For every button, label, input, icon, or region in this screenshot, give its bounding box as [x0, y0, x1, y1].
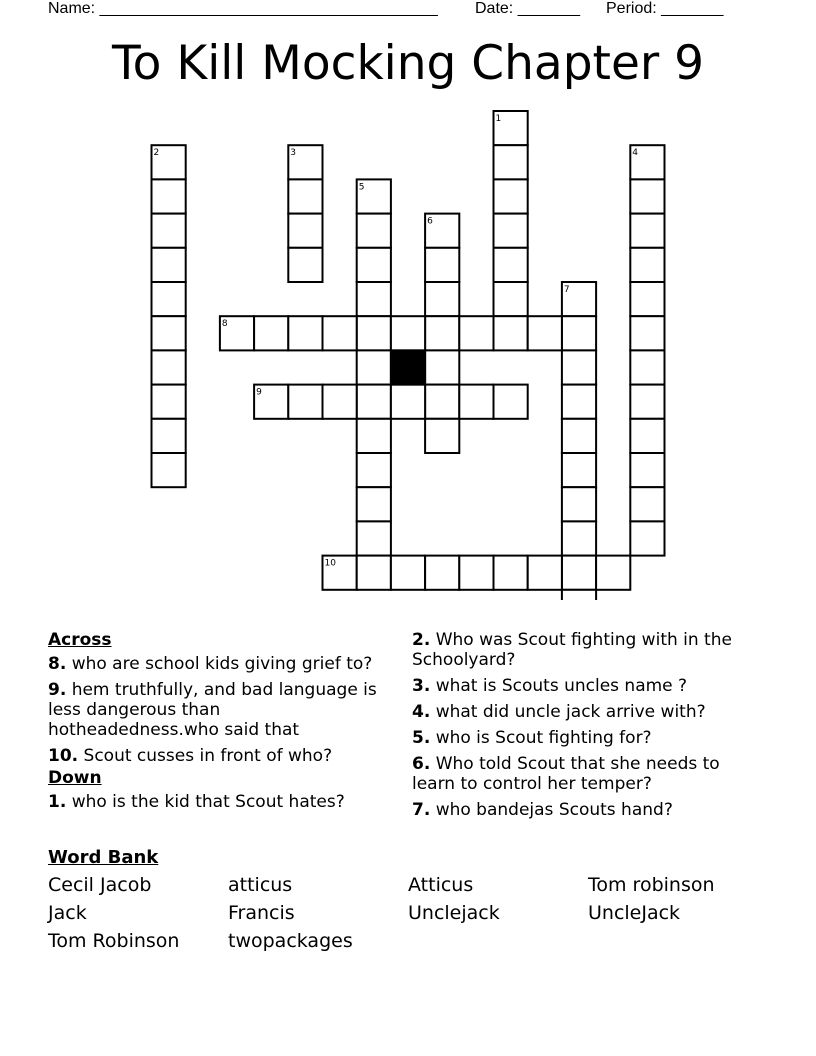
- grid-cell[interactable]: [425, 282, 459, 316]
- word-bank-item: Jack: [48, 902, 87, 924]
- across-heading: Across: [48, 630, 112, 650]
- grid-clue-number: 7: [563, 285, 570, 295]
- grid-clue-number: 6: [427, 216, 433, 227]
- grid-cell[interactable]: [152, 453, 186, 487]
- grid-cell[interactable]: [323, 385, 357, 419]
- down-heading: Down: [48, 768, 102, 788]
- word-bank-item: Cecil Jacob: [48, 874, 152, 896]
- grid-cell[interactable]: [630, 419, 664, 453]
- clue-down-7: [412, 800, 762, 820]
- grid-cell[interactable]: [152, 419, 186, 453]
- grid-cell[interactable]: [630, 350, 664, 384]
- grid-cell[interactable]: [562, 385, 596, 419]
- grid-cell[interactable]: [288, 179, 322, 213]
- grid-cell[interactable]: [152, 385, 186, 419]
- grid-cell[interactable]: [459, 556, 493, 590]
- grid-cell[interactable]: [357, 282, 391, 316]
- grid-clue-number: 10: [324, 558, 336, 569]
- grid-cell[interactable]: [323, 316, 357, 350]
- grid-clue-number: 3: [290, 148, 297, 159]
- grid-cell[interactable]: [562, 590, 596, 600]
- clue-down-2: [412, 630, 762, 670]
- word-bank-item: Atticus: [408, 874, 474, 896]
- grid-cell[interactable]: [562, 453, 596, 487]
- clue-number: 8.: [48, 654, 67, 674]
- grid-cell[interactable]: [288, 248, 322, 282]
- word-bank-heading: Word Bank: [48, 847, 159, 868]
- page-title: To Kill Mocking Chapter 9: [111, 36, 705, 91]
- grid-cell[interactable]: [425, 248, 459, 282]
- clue-text: who bandejas Scouts hand?: [435, 800, 673, 820]
- clue-text: Who told Scout that she needs to learn to control her temper?: [412, 754, 720, 794]
- grid-cell[interactable]: [528, 316, 562, 350]
- grid-cell[interactable]: [391, 316, 425, 350]
- grid-cell[interactable]: [630, 282, 664, 316]
- grid-cell[interactable]: [630, 453, 664, 487]
- grid-cell[interactable]: [288, 316, 322, 350]
- grid-cell[interactable]: [562, 316, 596, 350]
- word-bank-item: Francis: [228, 902, 295, 924]
- grid-cell[interactable]: [254, 316, 288, 350]
- grid-cell[interactable]: [494, 282, 528, 316]
- grid-cell[interactable]: [630, 214, 664, 248]
- clue-text: who is Scout fighting for?: [435, 728, 652, 748]
- clue-across-10: [48, 746, 378, 766]
- grid-cell[interactable]: [494, 179, 528, 213]
- grid-cell[interactable]: [391, 385, 425, 419]
- clue-text: who is the kid that Scout hates?: [71, 792, 345, 812]
- clue-number: 3.: [412, 676, 431, 696]
- grid-cell[interactable]: [596, 556, 630, 590]
- grid-cell[interactable]: [152, 248, 186, 282]
- grid-cell[interactable]: [357, 214, 391, 248]
- word-bank-item: Unclejack: [408, 902, 500, 924]
- clue-number: 6.: [412, 754, 431, 774]
- clue-text: hem truthfully, and bad language is less dangerous than hotheadedness.who said that: [48, 680, 377, 740]
- word-bank-item: twopackages: [228, 930, 353, 952]
- clue-number: 5.: [412, 728, 431, 748]
- word-bank-item: Tom Robinson: [48, 930, 180, 952]
- period-field-label: Period: _______: [606, 0, 724, 17]
- clue-text: Scout cusses in front of who?: [83, 746, 333, 766]
- grid-cell[interactable]: [630, 385, 664, 419]
- clue-across-9: [48, 680, 378, 740]
- name-field-label: Name: ______________________________________: [48, 0, 438, 17]
- grid-cell[interactable]: [528, 556, 562, 590]
- grid-clue-number: 5: [358, 182, 365, 193]
- grid-cell[interactable]: [357, 556, 391, 590]
- grid-cell[interactable]: [562, 487, 596, 521]
- grid-cell[interactable]: [562, 556, 596, 590]
- grid-cell[interactable]: [630, 521, 664, 555]
- grid-cell[interactable]: [494, 556, 528, 590]
- clue-text: what did uncle jack arrive with?: [435, 702, 706, 722]
- clue-text: what is Scouts uncles name ?: [435, 676, 688, 696]
- grid-cell[interactable]: [459, 385, 493, 419]
- clues-right-column: [412, 630, 762, 826]
- grid-cell[interactable]: [425, 385, 459, 419]
- black-grid-cell: [391, 350, 425, 384]
- clue-text: Who was Scout fighting with in the Schoolyard?: [412, 630, 732, 670]
- grid-cell[interactable]: [425, 316, 459, 350]
- grid-cell[interactable]: [357, 385, 391, 419]
- clue-number: 9.: [48, 680, 67, 700]
- grid-cell[interactable]: [494, 385, 528, 419]
- clue-number: 1.: [48, 792, 67, 812]
- word-bank-item: atticus: [228, 874, 293, 896]
- date-field-label: Date: _______: [475, 0, 580, 17]
- word-bank-item: UncleJack: [588, 902, 681, 924]
- grid-cell[interactable]: [357, 521, 391, 555]
- grid-cell[interactable]: [357, 487, 391, 521]
- grid-cell[interactable]: [425, 556, 459, 590]
- grid-cell[interactable]: [288, 214, 322, 248]
- grid-cell[interactable]: [425, 350, 459, 384]
- grid-clue-number: 2: [153, 148, 160, 159]
- grid-cell[interactable]: [391, 556, 425, 590]
- grid-cell[interactable]: [288, 385, 322, 419]
- grid-clue-number: 4: [632, 148, 639, 159]
- grid-cell[interactable]: [562, 419, 596, 453]
- grid-cell[interactable]: [152, 214, 186, 248]
- clue-down-3: [412, 676, 762, 696]
- grid-cell[interactable]: [562, 350, 596, 384]
- grid-cell[interactable]: [630, 179, 664, 213]
- grid-cell[interactable]: [357, 350, 391, 384]
- grid-clue-number: 8: [221, 319, 228, 330]
- word-bank: [48, 873, 768, 953]
- clue-down-1: [48, 792, 378, 812]
- grid-cell[interactable]: [152, 179, 186, 213]
- grid-cell[interactable]: [494, 316, 528, 350]
- clue-down-6: [412, 754, 762, 794]
- clue-number: 4.: [412, 702, 431, 722]
- grid-cell[interactable]: [494, 248, 528, 282]
- clue-number: 7.: [412, 800, 431, 820]
- grid-cell[interactable]: [152, 350, 186, 384]
- grid-cell[interactable]: [152, 316, 186, 350]
- grid-cell[interactable]: [630, 248, 664, 282]
- clue-number: 10.: [48, 746, 79, 766]
- grid-cell[interactable]: [630, 316, 664, 350]
- grid-cell[interactable]: [562, 521, 596, 555]
- clue-text: who are school kids giving grief to?: [71, 654, 373, 674]
- grid-clue-number: 9: [256, 387, 262, 398]
- grid-cell[interactable]: [357, 248, 391, 282]
- grid-cell[interactable]: [357, 316, 391, 350]
- grid-cell[interactable]: [357, 453, 391, 487]
- grid-clue-number: 1: [495, 114, 502, 124]
- clue-across-8: [48, 654, 378, 674]
- grid-cell[interactable]: [630, 487, 664, 521]
- clue-down-5: [412, 728, 762, 748]
- grid-cell[interactable]: [494, 145, 528, 179]
- clue-down-4: [412, 702, 762, 722]
- grid-cell[interactable]: [425, 419, 459, 453]
- clue-number: 2.: [412, 630, 431, 650]
- grid-cell[interactable]: [459, 316, 493, 350]
- clues-left-column: [48, 630, 378, 818]
- grid-cell[interactable]: [357, 419, 391, 453]
- grid-cell[interactable]: [152, 282, 186, 316]
- word-bank-item: Tom robinson: [588, 874, 715, 896]
- grid-cell[interactable]: [494, 214, 528, 248]
